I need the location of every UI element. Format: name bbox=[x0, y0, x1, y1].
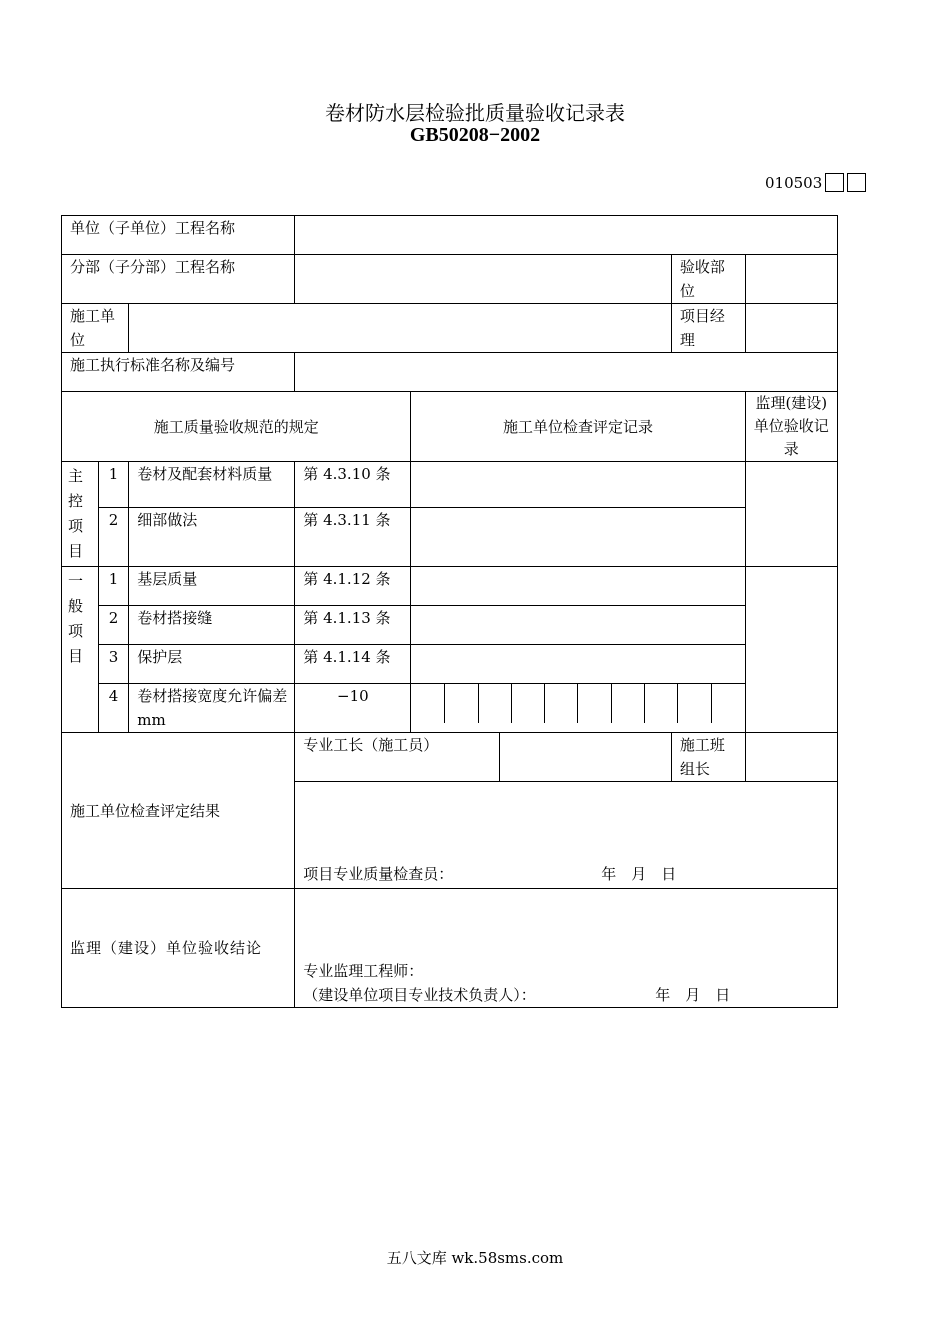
foreman-value[interactable] bbox=[500, 733, 671, 782]
check-result-label: 施工单位检查评定结果 bbox=[62, 733, 295, 889]
main-item-clause-1: 第 4.3.10 条 bbox=[295, 462, 411, 508]
measure-cell[interactable] bbox=[678, 684, 711, 723]
unit-project-label: 单位（子单位）工程名称 bbox=[62, 216, 295, 255]
inspector-signature-line bbox=[303, 862, 829, 886]
code-box-2[interactable] bbox=[847, 173, 866, 192]
sub-project-value[interactable] bbox=[295, 255, 672, 304]
engineer-label: 专业监理工程师： bbox=[303, 962, 424, 980]
main-items-supervision[interactable] bbox=[745, 462, 837, 567]
code-box-1[interactable] bbox=[825, 173, 844, 192]
main-item-clause-2: 第 4.3.11 条 bbox=[295, 508, 411, 567]
standard-name-label: 施工执行标准名称及编号 bbox=[62, 353, 295, 392]
construction-unit-value[interactable] bbox=[129, 304, 672, 353]
supervision-record-header: 监理(建设)单位验收记录 bbox=[745, 392, 837, 462]
measure-cell[interactable] bbox=[445, 684, 478, 723]
general-items-label: 一般项目 bbox=[62, 567, 99, 733]
construction-unit-label: 施工单位 bbox=[62, 304, 129, 353]
main-item-name-1: 卷材及配套材料质量 bbox=[129, 462, 295, 508]
main-item-name-2: 细部做法 bbox=[129, 508, 295, 567]
measure-cell[interactable] bbox=[411, 684, 444, 723]
general-item-check-1[interactable] bbox=[411, 567, 745, 606]
form-code bbox=[765, 173, 866, 192]
measure-cell[interactable] bbox=[478, 684, 511, 723]
general-items-supervision[interactable] bbox=[745, 567, 837, 733]
general-item-name-4: 卷材搭接宽度允许偏差 mm bbox=[129, 684, 295, 733]
main-item-check-2[interactable] bbox=[411, 508, 745, 567]
deviation-measure-grid bbox=[411, 684, 745, 733]
general-item-clause-3: 第 4.1.14 条 bbox=[295, 645, 411, 684]
check-record-header: 施工单位检查评定记录 bbox=[411, 392, 745, 462]
general-item-clause-1: 第 4.1.12 条 bbox=[295, 567, 411, 606]
check-result-area[interactable] bbox=[295, 782, 838, 889]
record-table bbox=[61, 215, 838, 1008]
general-item-check-3[interactable] bbox=[411, 645, 745, 684]
general-item-clause-4: −10 bbox=[295, 684, 411, 733]
general-item-name-2: 卷材搭接缝 bbox=[129, 606, 295, 645]
footer-watermark: 五八文库 wk.58sms.com bbox=[386, 1249, 564, 1267]
owner-date: 年 月 日 bbox=[655, 986, 731, 1004]
form-code-text: 010503 bbox=[765, 173, 823, 192]
general-item-name-1: 基层质量 bbox=[129, 567, 295, 606]
measure-cell[interactable] bbox=[578, 684, 611, 723]
measure-cell[interactable] bbox=[611, 684, 644, 723]
general-item-no-4: 4 bbox=[98, 684, 128, 733]
general-item-no-3: 3 bbox=[98, 645, 128, 684]
main-item-check-1[interactable] bbox=[411, 462, 745, 508]
measure-cell[interactable] bbox=[511, 684, 544, 723]
measure-cell[interactable] bbox=[645, 684, 678, 723]
sub-project-label: 分部（子分部）工程名称 bbox=[62, 255, 295, 304]
standard-name-value[interactable] bbox=[295, 353, 838, 392]
supervision-conclusion-label: 监理（建设）单位验收结论 bbox=[62, 889, 295, 1008]
team-leader-value[interactable] bbox=[745, 733, 837, 782]
general-item-no-1: 1 bbox=[98, 567, 128, 606]
acceptance-part-label: 验收部位 bbox=[671, 255, 745, 304]
general-item-name-3: 保护层 bbox=[129, 645, 295, 684]
main-items-label: 主控项目 bbox=[62, 462, 99, 567]
measure-cell[interactable] bbox=[711, 684, 744, 723]
standard-number: GB50208−2002 bbox=[409, 124, 541, 146]
inspector-date: 年 月 日 bbox=[601, 865, 677, 883]
project-manager-value[interactable] bbox=[745, 304, 837, 353]
foreman-label: 专业工长（施工员） bbox=[295, 733, 500, 782]
project-manager-label: 项目经理 bbox=[671, 304, 745, 353]
general-item-no-2: 2 bbox=[98, 606, 128, 645]
owner-signature-line bbox=[303, 983, 829, 1007]
main-item-no-1: 1 bbox=[98, 462, 128, 508]
spec-header: 施工质量验收规范的规定 bbox=[62, 392, 411, 462]
document-title: 卷材防水层检验批质量验收记录表 bbox=[325, 101, 625, 125]
owner-label: （建设单位项目专业技术负责人）： bbox=[303, 986, 536, 1004]
main-item-no-2: 2 bbox=[98, 508, 128, 567]
inspector-label: 项目专业质量检查员： bbox=[303, 865, 454, 883]
measure-cell[interactable] bbox=[545, 684, 578, 723]
general-item-clause-2: 第 4.1.13 条 bbox=[295, 606, 411, 645]
supervision-conclusion-area[interactable] bbox=[295, 889, 838, 1008]
general-item-check-2[interactable] bbox=[411, 606, 745, 645]
team-leader-label: 施工班组长 bbox=[671, 733, 745, 782]
acceptance-part-value[interactable] bbox=[745, 255, 837, 304]
unit-project-value[interactable] bbox=[295, 216, 838, 255]
